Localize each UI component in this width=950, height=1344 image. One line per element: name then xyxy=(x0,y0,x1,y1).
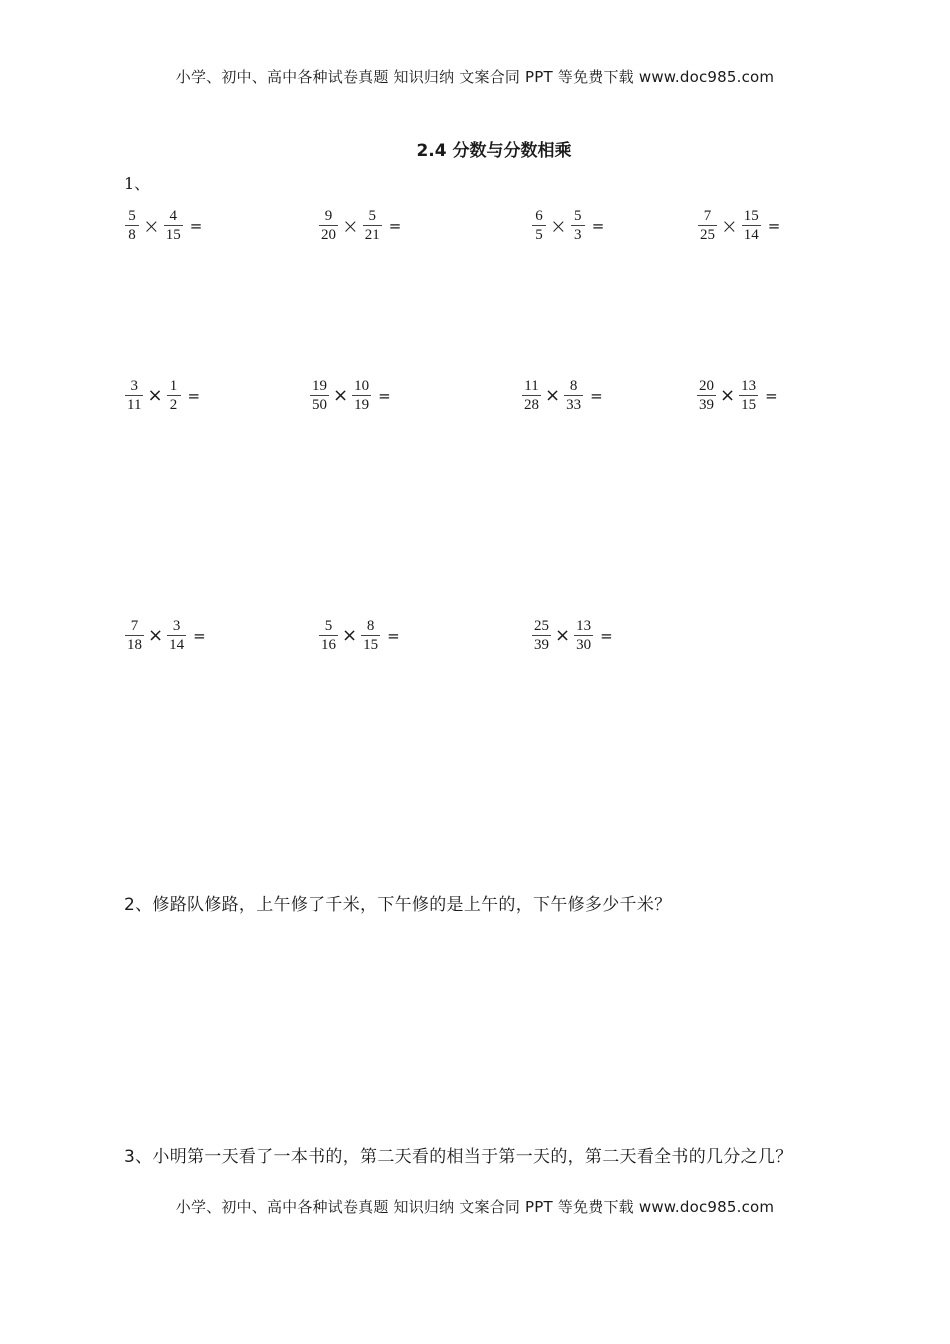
denominator: 28 xyxy=(524,397,539,413)
fraction xyxy=(571,208,585,243)
fraction xyxy=(697,378,716,413)
fraction xyxy=(164,208,183,243)
denominator: 15 xyxy=(741,397,757,413)
fraction xyxy=(319,208,338,243)
times-sign: × xyxy=(342,213,359,238)
fraction xyxy=(125,378,143,413)
fraction xyxy=(167,378,181,413)
numerator: 4 xyxy=(169,208,178,224)
numerator: 6 xyxy=(535,208,543,224)
times-sign: × xyxy=(720,385,736,406)
denominator: 30 xyxy=(576,637,592,653)
denominator: 20 xyxy=(321,227,336,243)
times-sign: × xyxy=(545,385,561,406)
denominator: 18 xyxy=(127,637,142,653)
numerator: 3 xyxy=(172,618,181,634)
fraction xyxy=(564,378,583,413)
denominator: 5 xyxy=(535,227,543,243)
denominator: 15 xyxy=(363,637,379,653)
denominator: 39 xyxy=(699,397,714,413)
numerator: 25 xyxy=(534,618,549,634)
denominator: 33 xyxy=(566,397,582,413)
times-sign: × xyxy=(333,385,349,406)
times-sign: × xyxy=(143,213,160,238)
problem-3 xyxy=(531,208,604,243)
times-sign: × xyxy=(550,213,567,238)
fraction xyxy=(319,618,338,653)
denominator: 39 xyxy=(534,637,549,653)
numerator: 3 xyxy=(130,378,138,394)
problem-6 xyxy=(309,378,391,413)
numerator: 8 xyxy=(569,378,578,394)
equals-sign: = xyxy=(600,626,613,645)
numerator: 15 xyxy=(743,208,759,224)
problem-7 xyxy=(521,378,603,413)
question-3: 3、小明第一天看了一本书的，第二天看的相当于第一天的，第二天看全书的几分之几？ xyxy=(124,1147,793,1167)
problem-9 xyxy=(124,618,206,653)
numerator: 13 xyxy=(741,378,757,394)
equals-sign: = xyxy=(765,386,778,405)
fraction xyxy=(742,208,761,243)
fraction xyxy=(352,378,371,413)
denominator: 14 xyxy=(743,227,759,243)
times-sign: × xyxy=(148,625,164,646)
denominator: 19 xyxy=(354,397,370,413)
problem-10 xyxy=(318,618,400,653)
fraction xyxy=(125,208,139,243)
page-header: 小学、初中、高中各种试卷真题 知识归纳 文案合同 PPT 等免费下载 www.doc985.com xyxy=(175,68,775,86)
fraction xyxy=(361,618,380,653)
denominator: 21 xyxy=(364,227,380,243)
fraction xyxy=(310,378,329,413)
numerator: 13 xyxy=(576,618,592,634)
numerator: 1 xyxy=(169,378,178,394)
numerator: 11 xyxy=(524,378,539,394)
fraction xyxy=(532,618,551,653)
problem-1 xyxy=(124,208,202,243)
equals-sign: = xyxy=(388,216,402,235)
fraction xyxy=(532,208,546,243)
problem-11 xyxy=(531,618,613,653)
fraction xyxy=(574,618,593,653)
numerator: 7 xyxy=(130,618,139,634)
problem-8 xyxy=(696,378,778,413)
denominator: 2 xyxy=(169,397,178,413)
denominator: 50 xyxy=(312,397,327,413)
denominator: 8 xyxy=(128,227,136,243)
equals-sign: = xyxy=(187,386,201,405)
numerator: 19 xyxy=(312,378,327,394)
numerator: 20 xyxy=(699,378,714,394)
numerator: 8 xyxy=(366,618,375,634)
problem-2 xyxy=(318,208,401,243)
denominator: 14 xyxy=(169,637,185,653)
equals-sign: = xyxy=(193,626,206,645)
denominator: 11 xyxy=(127,397,142,413)
problem-5 xyxy=(124,378,200,413)
times-sign: × xyxy=(555,625,571,646)
times-sign: × xyxy=(147,385,163,406)
section-1-label: 1、 xyxy=(124,174,151,193)
times-sign: × xyxy=(721,213,738,238)
fraction xyxy=(522,378,541,413)
denominator: 3 xyxy=(574,227,582,243)
equals-sign: = xyxy=(378,386,391,405)
equals-sign: = xyxy=(387,626,400,645)
denominator: 15 xyxy=(165,227,181,243)
problem-4 xyxy=(697,208,780,243)
denominator: 16 xyxy=(321,637,336,653)
numerator: 5 xyxy=(128,208,136,224)
equals-sign: = xyxy=(189,216,203,235)
numerator: 10 xyxy=(354,378,370,394)
fraction xyxy=(125,618,144,653)
numerator: 5 xyxy=(324,618,333,634)
fraction xyxy=(739,378,758,413)
numerator: 9 xyxy=(324,208,333,224)
fraction xyxy=(363,208,382,243)
page-footer: 小学、初中、高中各种试卷真题 知识归纳 文案合同 PPT 等免费下载 www.doc985.com xyxy=(175,1198,775,1216)
numerator: 5 xyxy=(368,208,377,224)
question-2: 2、修路队修路，上午修了千米，下午修的是上午的，下午修多少千米？ xyxy=(124,895,672,915)
fraction xyxy=(698,208,717,243)
denominator: 25 xyxy=(700,227,715,243)
equals-sign: = xyxy=(591,216,605,235)
equals-sign: = xyxy=(767,216,781,235)
fraction xyxy=(167,618,186,653)
equals-sign: = xyxy=(590,386,603,405)
numerator: 5 xyxy=(574,208,582,224)
page-title: 2.4 分数与分数相乘 xyxy=(416,141,572,161)
times-sign: × xyxy=(342,625,358,646)
numerator: 7 xyxy=(703,208,712,224)
